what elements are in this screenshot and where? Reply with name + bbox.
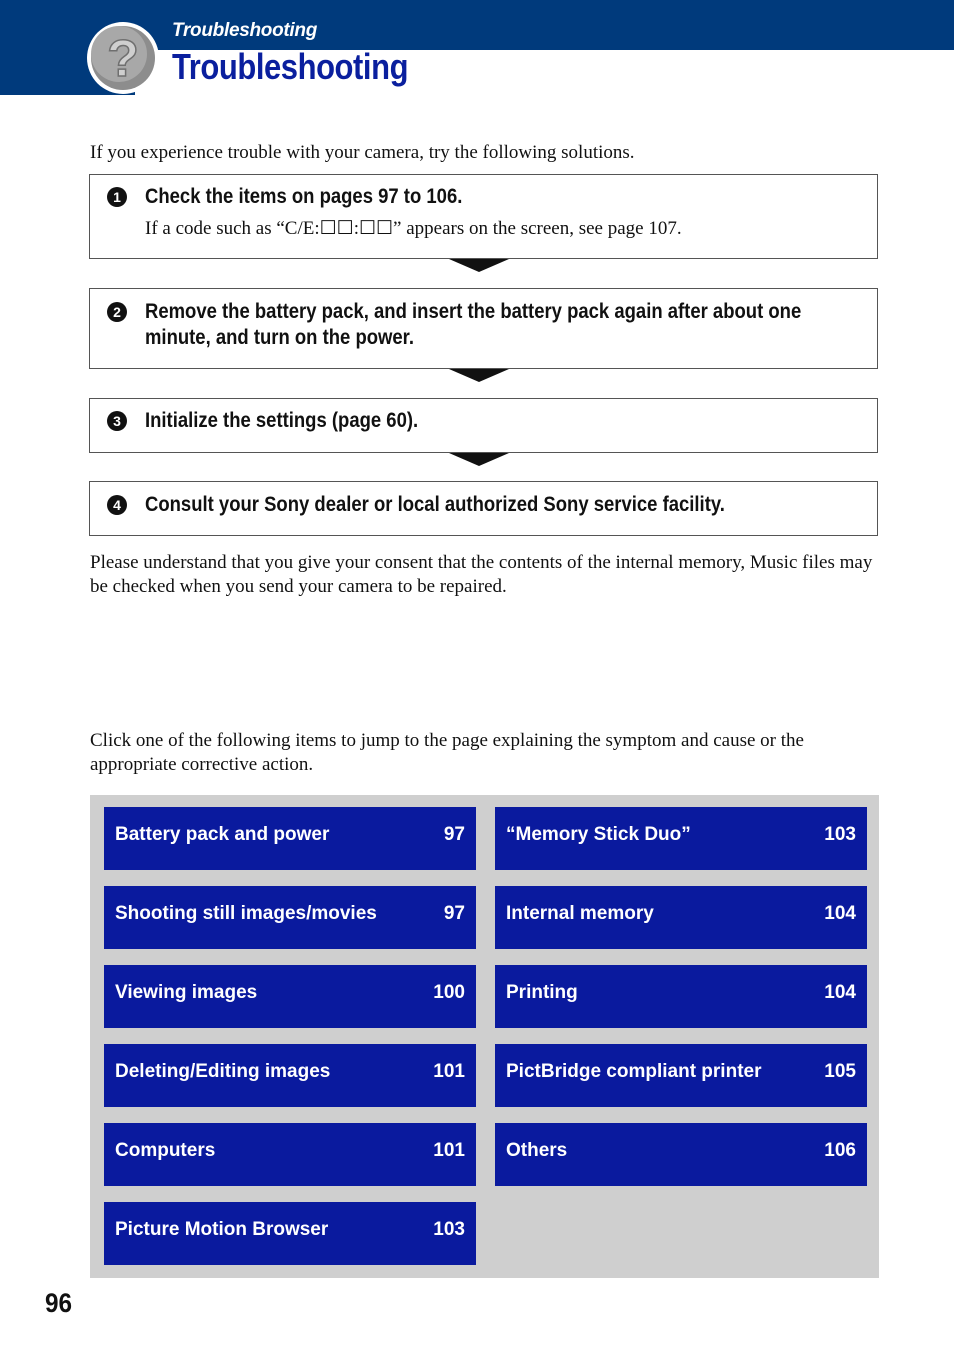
link-page-number: 97 [443, 824, 465, 845]
link-label: Shooting still images/movies [115, 903, 377, 924]
svg-text:?: ? [107, 30, 139, 88]
step-3-number: 3 [107, 411, 127, 431]
link-page-number: 104 [824, 982, 856, 1003]
link-pictbridge-compliant-printer[interactable] [495, 1044, 867, 1107]
link-printing[interactable] [495, 965, 867, 1028]
step-1-box [89, 174, 878, 259]
step-2-number: 2 [107, 302, 127, 322]
link-deleting-editing-images[interactable] [104, 1044, 476, 1107]
link-label: Internal memory [506, 903, 654, 924]
link-label: Picture Motion Browser [115, 1219, 329, 1240]
link-internal-memory[interactable] [495, 886, 867, 949]
link-label: Battery pack and power [115, 824, 330, 845]
link-page-number: 103 [433, 1219, 465, 1240]
section-label: Troubleshooting [172, 20, 318, 41]
link-label: Viewing images [115, 982, 258, 1003]
link-battery-pack-and-power[interactable] [104, 807, 476, 870]
question-mark-icon [86, 21, 160, 95]
link-label: PictBridge compliant printer [506, 1061, 762, 1082]
link-label: Deleting/Editing images [115, 1061, 331, 1082]
step-1-subtext: If a code such as “C/E:☐☐:☐☐” appears on the screen, see page 107. [145, 218, 682, 239]
step-1-text: Check the items on pages 97 to 106. [145, 185, 463, 208]
step-2-box [89, 288, 878, 369]
page-header [0, 0, 954, 95]
link-page-number: 105 [824, 1061, 856, 1082]
page-title: Troubleshooting [172, 46, 409, 87]
page-number: 96 [45, 1288, 73, 1318]
link-computers[interactable] [104, 1123, 476, 1186]
step-1-number: 1 [107, 187, 127, 207]
step-4-number: 4 [107, 495, 127, 515]
link-page-number: 100 [433, 982, 465, 1003]
intro-text: If you experience trouble with your camera, try the following solutions. [90, 142, 635, 163]
step-4-text: Consult your Sony dealer or local authorized Sony service facility. [145, 493, 725, 516]
link-label: Computers [115, 1140, 216, 1161]
link-label: Others [506, 1140, 568, 1161]
link-page-number: 97 [443, 903, 465, 924]
step-4-box [89, 481, 878, 536]
link-picture-motion-browser[interactable] [104, 1202, 476, 1265]
flow-arrow-2 [449, 369, 509, 382]
link-label: Printing [506, 982, 578, 1003]
flow-arrow-1 [449, 259, 509, 272]
step-3-text: Initialize the settings (page 60). [145, 409, 419, 432]
link-memory-stick-duo[interactable] [495, 807, 867, 870]
flow-arrow-3 [449, 453, 509, 466]
consent-text: Please understand that you give your consent that the contents of the internal memory, Music files may be checked when you send your camera to be repaired. [90, 552, 873, 597]
step-2-text-line2: minute, and turn on the power. [145, 326, 414, 349]
link-others[interactable] [495, 1123, 867, 1186]
instruction-text: Click one of the following items to jump to the page explaining the symptom and cause or the appropriate corrective action. [90, 730, 804, 775]
link-page-number: 103 [824, 824, 856, 845]
link-page-number: 104 [824, 903, 856, 924]
troubleshooting-links-panel [90, 795, 879, 1278]
link-page-number: 106 [824, 1140, 856, 1161]
link-viewing-images[interactable] [104, 965, 476, 1028]
step-2-text-line1: Remove the battery pack, and insert the battery pack again after about one [145, 300, 802, 323]
link-page-number: 101 [433, 1140, 465, 1161]
step-3-box [89, 398, 878, 453]
link-page-number: 101 [433, 1061, 465, 1082]
link-shooting-still-images-movies[interactable] [104, 886, 476, 949]
link-label: “Memory Stick Duo” [506, 824, 691, 845]
